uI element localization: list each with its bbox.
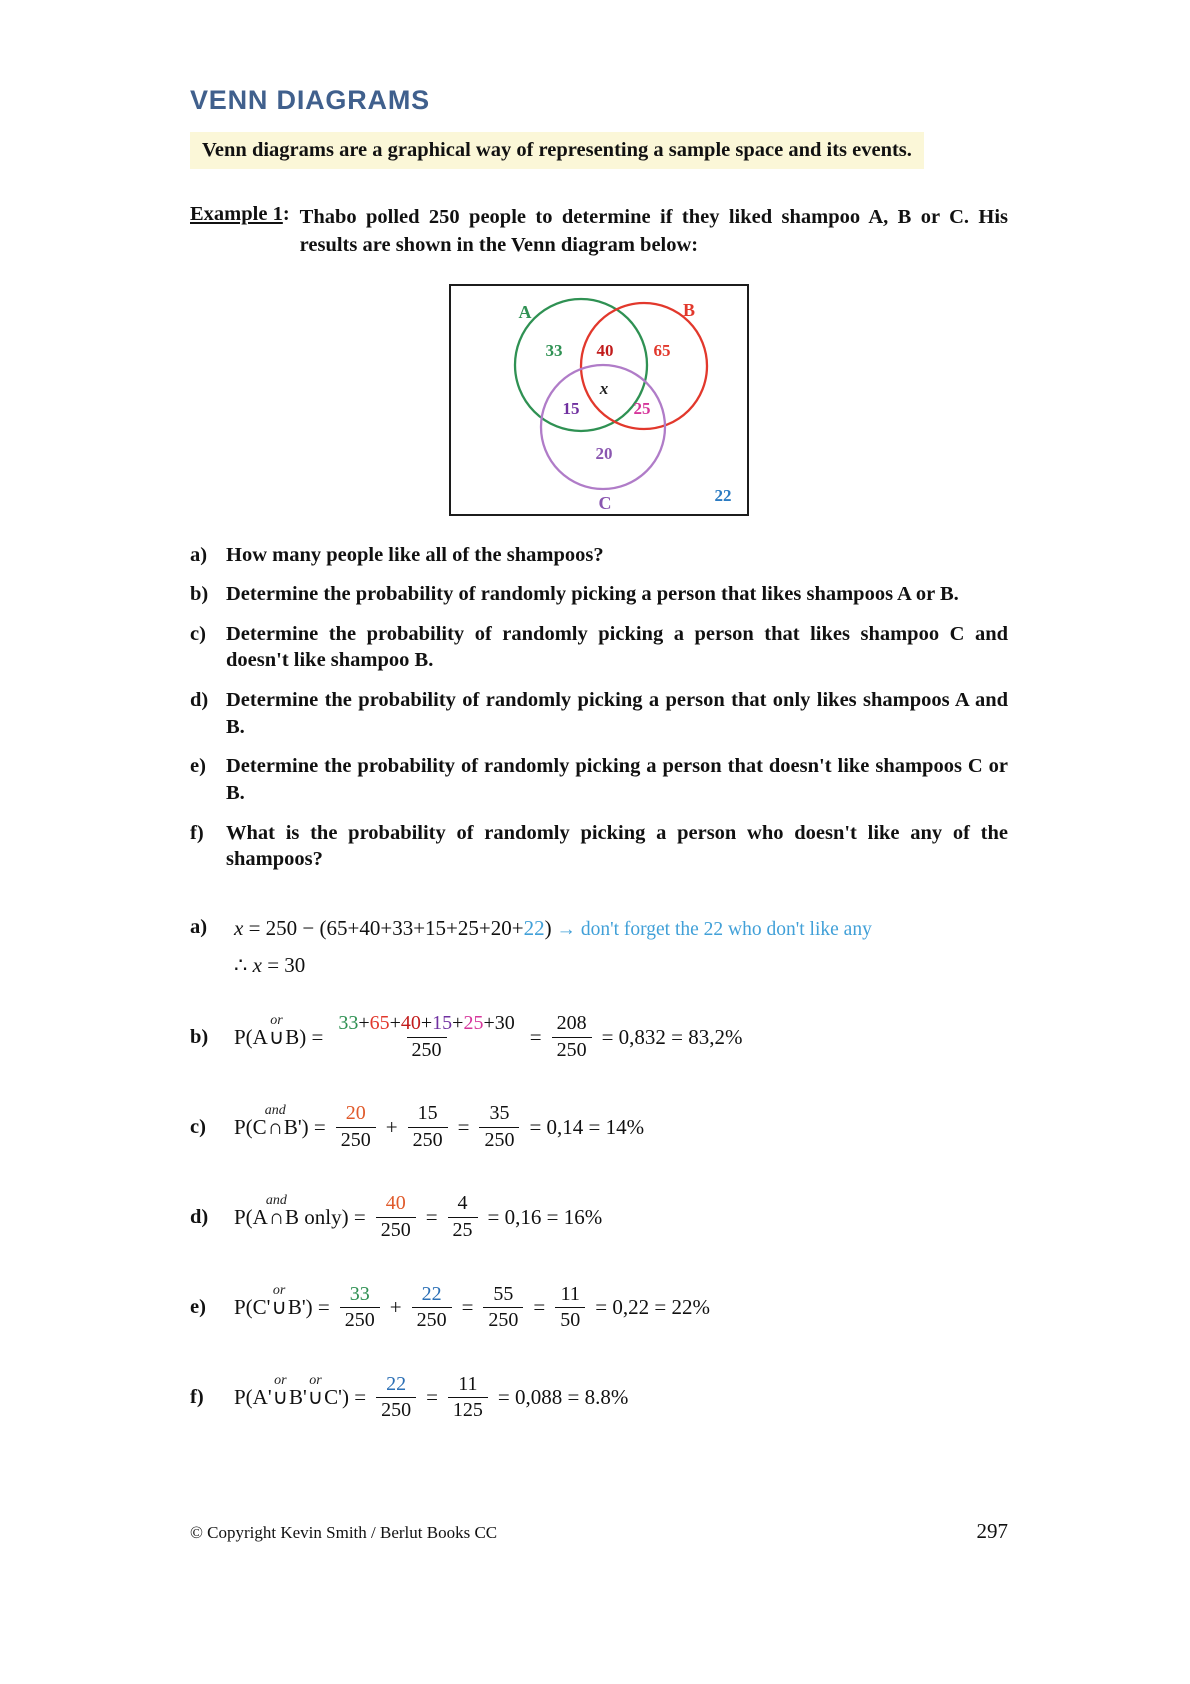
result-text: = 0,088 = 8.8% <box>497 1385 629 1410</box>
equals-sign: = <box>461 1295 474 1320</box>
solution-a-conclusion <box>234 953 872 978</box>
therefore-symbol: ∴ <box>234 952 253 977</box>
fraction-denominator: 125 <box>448 1397 488 1423</box>
probability-expression <box>234 1373 367 1410</box>
fraction-numerator: 22 <box>386 1372 407 1395</box>
solution-c <box>190 1102 1008 1152</box>
fraction <box>555 1283 585 1333</box>
result-text: = 0,832 = 83,2% <box>601 1024 743 1049</box>
operator-note: or <box>274 1373 287 1389</box>
fraction <box>448 1373 488 1423</box>
venn-diagram <box>451 286 747 514</box>
probability-expression <box>234 1012 324 1050</box>
fraction-denominator: 50 <box>555 1307 585 1333</box>
equals-sign: = <box>533 1295 546 1320</box>
term: 15 <box>432 1011 453 1034</box>
expr-open: P(A <box>234 1204 268 1229</box>
operator-note: and <box>264 1102 286 1118</box>
expr-open: P(A <box>234 1024 268 1049</box>
union-operator <box>307 1373 324 1410</box>
union-operator <box>272 1373 288 1410</box>
example-label-text: Example 1 <box>190 203 283 225</box>
fraction <box>412 1283 452 1333</box>
fraction-denominator: 250 <box>407 1037 447 1063</box>
term: 25 <box>463 1011 484 1034</box>
solution-e <box>190 1283 1008 1333</box>
fraction <box>376 1192 416 1242</box>
intersection-operator <box>265 1192 287 1230</box>
expr-open: P(A' <box>234 1385 272 1410</box>
result-text: = 0,22 = 22% <box>595 1295 710 1320</box>
probability-expression <box>234 1102 326 1140</box>
union-operator <box>268 1012 285 1050</box>
operator-note: or <box>272 1283 286 1299</box>
fraction-denominator: 250 <box>376 1397 416 1423</box>
page-footer <box>190 1519 1008 1544</box>
union-symbol: ∪ <box>271 1295 287 1320</box>
solution-letter: c) <box>190 1115 206 1138</box>
question-f <box>190 820 1008 873</box>
result-text: = 0,16 = 16% <box>487 1204 603 1229</box>
plus-sign: + <box>389 1011 401 1034</box>
equals-sign: = <box>425 1204 438 1229</box>
fraction <box>479 1102 519 1152</box>
copyright-text: © Copyright Kevin Smith / Berlut Books CC <box>190 1523 498 1542</box>
question-text: Determine the probability of randomly picking a person that likes shampoos A or B. <box>226 583 959 606</box>
intersection-symbol: ∩ <box>267 1114 283 1139</box>
example-block <box>190 203 1008 260</box>
question-d <box>190 687 1008 740</box>
solution-letter: a) <box>190 915 208 938</box>
fraction-denominator: 250 <box>479 1127 519 1153</box>
set-label-b: B <box>682 299 696 320</box>
value-outside: 22 <box>714 485 732 505</box>
set-label-c: C <box>598 492 612 513</box>
expr-close: B') = <box>283 1114 326 1139</box>
term: 33 <box>338 1011 359 1034</box>
fraction <box>552 1012 592 1062</box>
term: 30 <box>494 1011 515 1034</box>
value-b-only: 65 <box>653 340 671 360</box>
fraction-denominator: 250 <box>412 1307 452 1333</box>
expression: = 250 − (65+40+33+15+25+20+ <box>243 915 524 940</box>
variable-x: x <box>252 952 262 977</box>
solution-a-body <box>234 916 872 978</box>
fraction-denominator: 25 <box>448 1217 478 1243</box>
result-value: = 30 <box>261 952 306 977</box>
equals-sign: = <box>426 1385 438 1410</box>
fraction-numerator: 11 <box>458 1372 478 1395</box>
page-title: VENN DIAGRAMS <box>190 85 430 115</box>
term: 40 <box>400 1011 421 1034</box>
question-text: Determine the probability of randomly picking a person that likes shampoo C and doesn't like shampoo B. <box>226 622 1008 672</box>
expr-mid: B' <box>289 1385 307 1410</box>
fraction <box>483 1283 523 1333</box>
operator-note: or <box>270 1012 283 1028</box>
fraction-numerator: 22 <box>421 1282 442 1305</box>
result-text: = 0,14 = 14% <box>529 1114 645 1139</box>
union-symbol: ∪ <box>272 1385 288 1410</box>
solution-f <box>190 1373 1008 1423</box>
question-a <box>190 542 1008 569</box>
solution-a-equation <box>234 916 872 941</box>
union-symbol: ∪ <box>268 1024 285 1049</box>
plus-sign: + <box>389 1295 402 1320</box>
intersection-symbol: ∩ <box>268 1204 285 1229</box>
expr-close: B only) = <box>285 1204 366 1229</box>
example-text: Thabo polled 250 people to determine if they liked shampoo A, B or C. His results are shown in the Venn diagram below: <box>299 206 1008 257</box>
solution-letter: f) <box>190 1386 204 1409</box>
operator-note: or <box>309 1373 322 1389</box>
fraction <box>376 1373 416 1423</box>
question-c <box>190 621 1008 674</box>
fraction <box>408 1102 448 1152</box>
expr-close: C') = <box>324 1385 367 1410</box>
fraction-numerator: 11 <box>560 1282 580 1305</box>
example-label <box>190 203 290 260</box>
question-letter: a) <box>190 543 208 566</box>
fraction-numerator: 55 <box>493 1282 514 1305</box>
value-ab-only: 40 <box>596 340 614 360</box>
union-operator <box>271 1283 287 1320</box>
fraction-denominator: 250 <box>483 1307 523 1333</box>
expr-close: B') = <box>287 1295 330 1320</box>
page-number: 297 <box>976 1519 1008 1543</box>
plus-sign: + <box>420 1011 433 1034</box>
question-letter: b) <box>190 583 209 606</box>
fraction <box>336 1102 376 1152</box>
close-paren: ) <box>544 915 552 940</box>
plus-sign: + <box>385 1114 398 1139</box>
intro-text: Venn diagrams are a graphical way of representing a sample space and its events. <box>202 139 912 161</box>
fraction-denominator: 250 <box>376 1217 416 1243</box>
value-a-only: 33 <box>545 340 563 360</box>
equals-sign: = <box>529 1024 542 1049</box>
variable-x: x <box>234 915 244 940</box>
plus-sign: + <box>452 1011 464 1034</box>
reminder-note: → don't forget the 22 who don't like any <box>551 918 872 940</box>
fraction-numerator: 208 <box>556 1011 587 1034</box>
question-letter: c) <box>190 622 206 645</box>
probability-expression <box>234 1192 366 1230</box>
value-c-only: 20 <box>595 443 613 463</box>
fraction <box>448 1192 478 1242</box>
probability-expression <box>234 1283 330 1320</box>
solution-letter: e) <box>190 1296 206 1319</box>
value-bc-only: 25 <box>633 398 651 418</box>
question-b <box>190 581 1008 608</box>
fraction <box>333 1012 519 1062</box>
question-text: Determine the probability of randomly picking a person that only likes shampoos A and B. <box>226 689 1008 738</box>
plus-sign: + <box>483 1011 495 1034</box>
fraction-numerator: 40 <box>385 1192 406 1215</box>
union-symbol: ∪ <box>307 1385 324 1410</box>
question-letter: f) <box>190 821 204 844</box>
intro-highlight <box>190 132 924 169</box>
question-letter: d) <box>190 689 209 712</box>
plus-sign: + <box>358 1011 370 1034</box>
question-letter: e) <box>190 755 206 778</box>
value-center-x: x <box>599 378 609 398</box>
fraction-denominator: 250 <box>552 1037 592 1063</box>
fraction-numerator: 20 <box>345 1102 366 1125</box>
solution-letter: b) <box>190 1025 209 1048</box>
operator-note: and <box>265 1192 287 1208</box>
fraction <box>340 1283 380 1333</box>
term: 65 <box>369 1011 390 1034</box>
question-text: How many people like all of the shampoos? <box>226 543 604 566</box>
fraction-numerator <box>333 1012 519 1037</box>
outside-count: 22 <box>523 915 545 940</box>
fraction-numerator: 33 <box>349 1282 370 1305</box>
question-e <box>190 753 1008 806</box>
intersection-operator <box>264 1102 286 1140</box>
set-label-a: A <box>518 301 532 322</box>
expr-close: B) = <box>285 1024 324 1049</box>
question-text: What is the probability of randomly picking a person who doesn't like any of the shampoos? <box>226 821 1008 871</box>
fraction-numerator: 35 <box>489 1102 510 1125</box>
fraction-denominator: 250 <box>408 1127 448 1153</box>
value-ac-only: 15 <box>562 398 580 418</box>
questions-list <box>190 542 1008 886</box>
venn-box <box>449 284 749 516</box>
expr-open: P(C <box>234 1114 267 1139</box>
fraction-denominator: 250 <box>336 1127 376 1153</box>
fraction-numerator: 15 <box>417 1102 438 1125</box>
fraction-denominator: 250 <box>340 1307 380 1333</box>
fraction-numerator: 4 <box>457 1192 468 1215</box>
example-label-colon: : <box>282 203 290 225</box>
question-text: Determine the probability of randomly picking a person that doesn't like shampoos C or B. <box>226 755 1008 805</box>
solution-letter: d) <box>190 1205 209 1228</box>
expr-open: P(C' <box>234 1295 271 1320</box>
solution-b <box>190 1012 1008 1062</box>
solution-a <box>190 916 1008 978</box>
equals-sign: = <box>457 1114 470 1139</box>
solution-d <box>190 1192 1008 1242</box>
